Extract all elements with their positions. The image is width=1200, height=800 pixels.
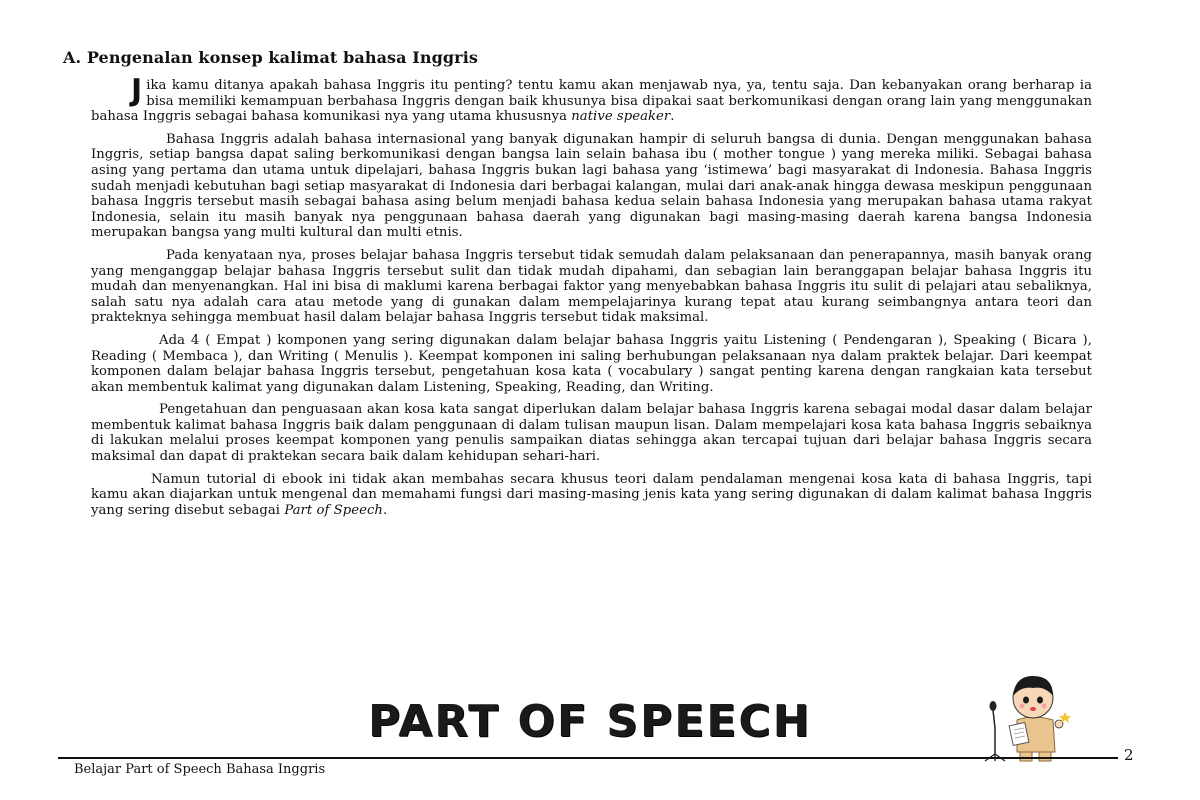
part-of-speech-banner [368, 697, 968, 747]
cartoon-speaker-illustration [975, 668, 1085, 763]
paragraph-5: Pengetahuan dan penguasaan akan kosa kata sangat diperlukan dalam belajar bahasa Inggris karena sebagai modal dasar dalam belajar membentuk kalimat bahasa Inggris baik dalam penggunaan di dalam tulisan maupun lisan. Dalam mempelajari kosa kata bahasa Inggris sebaiknya di lakukan melalui proses keempat komponen yang penulis sampaikan diatas sehingga akan tercapai tujuan dari belajar bahasa Inggris secara maksimal dan dapat di praktekan secara baik dalam kehidupan sehari-hari. [91, 402, 1092, 465]
body-text [91, 73, 1092, 518]
footer-title: Belajar Part of Speech Bahasa Inggris [74, 762, 326, 777]
paragraph-6 [91, 472, 1092, 519]
banner-title: PART OF SPEECH [368, 696, 812, 747]
paragraph-6-text: Namun tutorial di ebook ini tidak akan membahas secara khusus teori dalam pendalaman mengenai kosa kata di bahasa Inggris, tapi kamu akan diajarkan untuk mengenal dan memahami fungsi dari masing-masing jenis kata yang sering digunakan di dalam kalimat bahasa Inggris yang sering disebut sebagai [91, 471, 1092, 518]
boy-character-icon [1009, 676, 1071, 761]
drop-cap: J [131, 73, 143, 108]
paragraph-2: Bahasa Inggris adalah bahasa internasional yang banyak digunakan hampir di seluruh bangsa di dunia. Dengan menggunakan bahasa Inggris, setiap bangsa dapat saling berkomunikasi dengan bangsa lain selain bahasa ibu ( mother tongue ) yang mereka miliki. Sebagai bahasa asing yang pertama dan utama untuk dipelajari, bahasa Inggris bukan lagi bahasa yang ‘istimewa’ bagi masyarakat di Indonesia. Bahasa Inggris sudah menjadi kebutuhan bagi setiap masyarakat di Indonesia dari berbagai kalangan, mulai dari anak-anak hingga dewasa meskipun penggunaan bahasa Inggris tersebut masih sebagai bahasa asing belum menjadi bahasa kedua selain bahasa Indonesia yang merupakan bahasa utama rakyat Indonesia, selain itu masih banyak nya penggunaan bahasa daerah yang digunakan bagi masing-masing daerah karena bangsa Indonesia merupakan bangsa yang multi kultural dan multi etnis. [91, 131, 1092, 241]
paragraph-1-end: . [670, 109, 675, 125]
paragraph-3: Pada kenyataan nya, proses belajar bahasa Inggris tersebut tidak semudah dalam pelaksanaan dan penerapannya, masih banyak orang yang menganggap belajar bahasa Inggris tersebut sulit dan tidak mudah dipahami, dan sebagian lain beranggapan belajar bahasa Inggris itu mudah dan menyenangkan. Hal ini bisa di maklumi karena berbagai faktor yang menyebabkan bahasa Inggris itu sulit di pelajari atau sebaliknya, salah satu nya adalah cara atau metode yang di gunakan dalam mempelajarinya kurang tepat atau kurang seimbangnya antara teori dan prakteknya sehingga membuat hasil dalam belajar bahasa Inggris tersebut tidak maksimal. [91, 247, 1092, 326]
paragraph-1 [91, 73, 1092, 125]
paragraph-4: Ada 4 ( Empat ) komponen yang sering digunakan dalam belajar bahasa Inggris yaitu Listening ( Pendengaran ), Speaking ( Bicara ), Reading ( Membaca ), dan Writing ( Menulis ). Keempat komponen ini saling berhubungan pelaksanaan nya dalam praktek belajar. Dari keempat komponen dalam belajar bahasa Inggris tersebut, pengetahuan kosa kata ( vocabulary ) sangat penting karena dengan rangkaian kata tersebut akan membentuk kalimat yang digunakan dalam Listening, Speaking, Reading, dan Writing. [91, 332, 1092, 395]
italic-term-part-of-speech: Part of Speech [284, 502, 383, 518]
section-heading: A. Pengenalan konsep kalimat bahasa Inggris [63, 48, 478, 67]
paragraph-6-end: . [382, 502, 388, 518]
paragraph-1-text: ika kamu ditanya apakah bahasa Inggris itu penting? tentu kamu akan menjawab nya, ya, tentu saja. Dan kebanyakan orang berharap ia bisa memiliki kemampuan berbahasa Inggris dengan baik khusunya bisa dipakai saat berkomunikasi dengan orang lain yang menggunakan bahasa Inggris sebagai bahasa komunikasi nya yang utama khususnya [91, 78, 1092, 125]
footer-divider [58, 757, 1118, 759]
page-number: 2 [1124, 746, 1134, 764]
italic-term-native-speaker: native speaker [571, 109, 671, 125]
microphone-icon [985, 701, 1005, 761]
